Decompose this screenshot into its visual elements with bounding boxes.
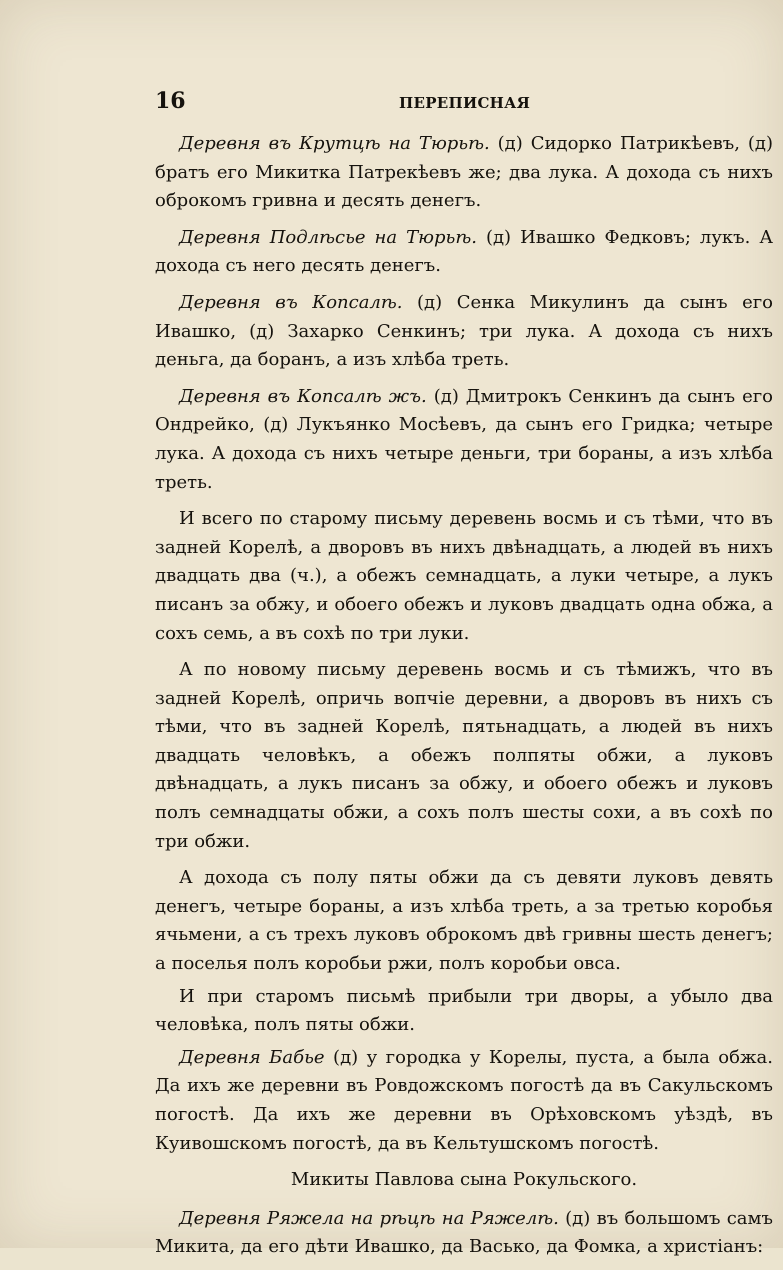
running-title: ПЕРЕПИСНАЯ: [399, 94, 531, 112]
place-name: Деревня Подлѣсье на Тюрьѣ.: [179, 226, 477, 248]
section-heading: Микиты Павлова сына Рокульского.: [290, 1169, 638, 1191]
paragraph: [155, 983, 773, 1040]
page-number: 16: [155, 88, 186, 114]
place-name: Деревня Бабье: [179, 1046, 325, 1068]
paragraph: [155, 224, 773, 281]
body-text: [155, 130, 773, 1270]
paragraph-text: А по новому письму деревень восмь и съ тѣмижъ, что въ задней Корелѣ, опричь вопчіе деревни, а дворовъ въ нихъ съ тѣми, что въ задней Корелѣ, пятьнадцать, а людей въ нихъ двадцать человѣкъ, а обежъ полпяты обжи, а луковъ двѣнадцать, а лукъ писанъ за обжу, и обоего обежъ и луковъ полъ семнадцаты обжи, а сохъ полъ шесты сохи, а въ сохѣ по три обжи.: [155, 659, 773, 852]
paragraph-text: (д) Ивашко Федковъ; лукъ. А дохода съ него десять денегъ.: [155, 226, 773, 277]
paragraph: [155, 505, 773, 648]
paragraph: [155, 383, 773, 497]
paragraph-text: И всего по старому письму деревень восмь и съ тѣми, что въ задней Корелѣ, а дворовъ въ нихъ двѣнадцать, а людей въ нихъ двадцать два (ч.), а обежъ семнадцать, а луки четыре, а лукъ писанъ за обжу, и обоего обежъ и луковъ двадцать одна обжа, а сохъ семь, а въ сохѣ по три луки.: [155, 508, 773, 644]
place-name: Деревня въ Крутцѣ на Тюрьѣ.: [179, 133, 490, 154]
paragraph-text: (д) у городка у Корелы, пуста, а была обжа. Да ихъ же деревни въ Ровдожскомъ погостѣ да въ Сакульскомъ погостѣ. Да ихъ же деревни въ Орѣховскомъ уѣздѣ, въ Куивошскомъ погостѣ, да въ Кельтушскомъ погостѣ.: [155, 1046, 773, 1154]
paragraph-text: И при старомъ письмѣ прибыли три дворы, а убыло два человѣка, полъ пяты обжи.: [155, 985, 773, 1036]
paragraph: [155, 864, 773, 978]
place-name: Деревня Ряжела на рѣцѣ на Ряжелѣ.: [179, 1207, 559, 1229]
paragraph: [155, 656, 773, 856]
place-name: Деревня въ Копсалѣ жъ.: [179, 385, 427, 407]
paragraph-text: (д) Сидорко Патрикѣевъ, (д) братъ его Микитка Патрекѣевъ же; два лука. А дохода съ нихъ оброкомъ гривна и десять денегъ.: [155, 133, 773, 212]
paragraph: [155, 1205, 773, 1262]
paragraph-text: (д) Сенка Микулинъ да сынъ его Ивашко, (д) Захарко Сенкинъ; три лука. А дохода съ нихъ деньга, да боранъ, а изъ хлѣба треть.: [155, 291, 773, 371]
paragraph-text: А дохода съ полу пяты обжи да съ девяти луковъ девять денегъ, четыре бораны, а изъ хлѣба треть, а за третью коробья ячьмени, а съ трехъ луковъ оброкомъ двѣ гривны шесть денегъ; а поселья полъ коробьи ржи, полъ коробьи овса.: [155, 867, 773, 975]
paragraph: [155, 1044, 773, 1158]
paragraph-text: (д) Дмитрокъ Сенкинъ да сынъ его Ондрейко, (д) Лукъянко Мосѣевъ, да сынъ его Гридка; четыре лука. А дохода съ нихъ четыре деньги, три бораны, а изъ хлѣба треть.: [155, 385, 774, 493]
paragraph: [155, 289, 773, 375]
paragraph-text: (д) въ большомъ самъ Микита, да его дѣти Ивашко, да Васько, да Фомка, а христіанъ:: [155, 1207, 773, 1258]
page-header: [155, 88, 767, 122]
place-name: Деревня въ Копсалѣ.: [179, 291, 403, 313]
paragraph: [155, 130, 773, 216]
